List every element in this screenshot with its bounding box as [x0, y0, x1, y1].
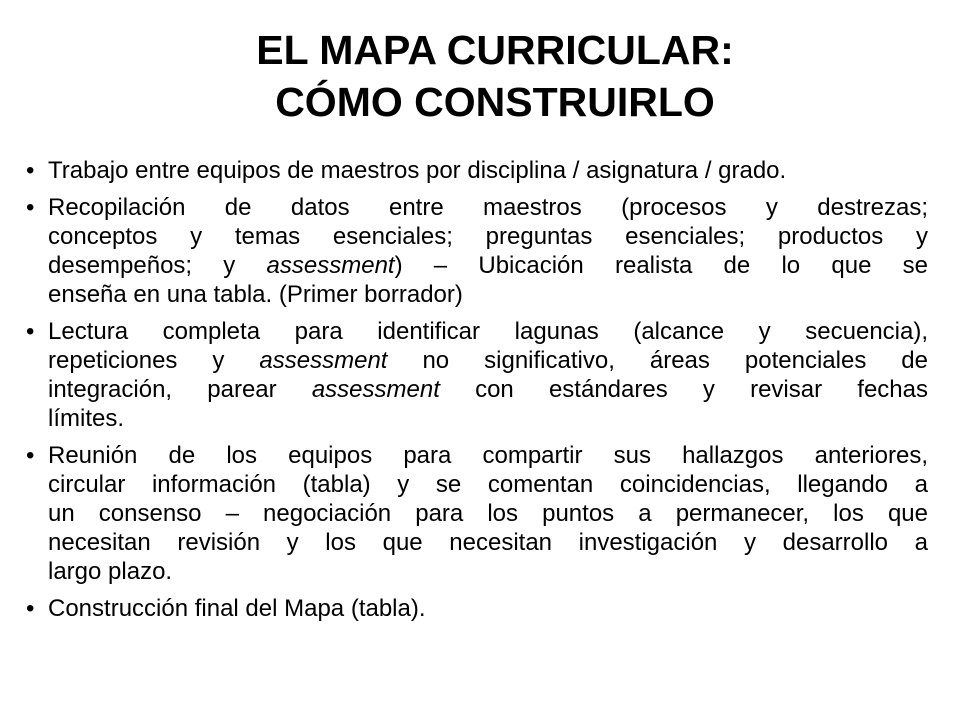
bullet-line — [48, 346, 928, 375]
text-run: con estándares y revisar fechas — [439, 376, 928, 403]
title-line-2: CÓMO CONSTRUIRLO — [275, 79, 715, 125]
text-run: Lectura completa para identificar lagunas (alcance y secuencia), — [48, 318, 928, 345]
text-run: Construcción final del Mapa (tabla). — [48, 595, 426, 622]
bullet-icon: • — [26, 318, 35, 345]
bullet-line — [48, 251, 928, 280]
text-run: desempeños; y — [48, 252, 267, 279]
bullet-line — [48, 441, 928, 470]
bullet-item — [0, 594, 928, 623]
bullet-line — [48, 317, 928, 346]
bullet-icon: • — [26, 442, 35, 469]
bullet-icon: • — [26, 194, 35, 221]
italic-term: assessment — [311, 376, 440, 403]
bullet-text — [48, 594, 928, 623]
title-line-1: EL MAPA CURRICULAR: — [256, 27, 734, 73]
bullet-icon: • — [26, 595, 35, 622]
bullet-item — [0, 193, 928, 309]
text-run: largo plazo. — [48, 558, 173, 585]
bullet-line — [48, 193, 928, 222]
text-run: Recopilación de datos entre maestros (procesos y destrezas; — [48, 194, 928, 221]
text-run: enseña en una tabla. (Primer borrador) — [48, 281, 463, 308]
bullet-text — [48, 441, 928, 586]
text-run: límites. — [48, 405, 125, 432]
text-run: Trabajo entre equipos de maestros por disciplina / asignatura / grado. — [48, 157, 787, 184]
bullet-text — [48, 156, 928, 185]
bullet-item — [0, 441, 928, 586]
bullet-line — [48, 470, 928, 499]
text-run: Reunión de los equipos para compartir sus hallazgos anteriores, — [48, 442, 928, 469]
bullet-line — [48, 528, 928, 557]
bullet-line — [48, 594, 928, 623]
bullet-line — [48, 156, 928, 185]
bullet-line — [48, 280, 928, 309]
text-run: necesitan revisión y los que necesitan investigación y desarrollo a — [48, 529, 928, 556]
italic-term: assessment — [259, 347, 388, 374]
text-run: repeticiones y — [48, 347, 260, 374]
text-run: un consenso – negociación para los puntos a permanecer, los que — [48, 500, 928, 527]
bullet-line — [48, 499, 928, 528]
page-title — [130, 24, 860, 128]
bullet-line — [48, 222, 928, 251]
bullet-line — [48, 404, 928, 433]
bullet-icon: • — [26, 157, 35, 184]
text-run: no significativo, áreas potenciales de — [387, 347, 929, 374]
italic-term: assessment — [266, 252, 395, 279]
bullet-text — [48, 193, 928, 309]
bullet-line — [48, 557, 928, 586]
bullet-list — [0, 156, 960, 631]
bullet-line — [48, 375, 928, 404]
text-run: circular información (tabla) y se comentan coincidencias, llegando a — [48, 471, 928, 498]
bullet-text — [48, 317, 928, 433]
bullet-item — [0, 156, 928, 185]
text-run: ) – Ubicación realista de lo que se — [394, 252, 928, 279]
text-run: conceptos y temas esenciales; preguntas esenciales; productos y — [48, 223, 928, 250]
text-run: integración, parear — [48, 376, 312, 403]
bullet-item — [0, 317, 928, 433]
